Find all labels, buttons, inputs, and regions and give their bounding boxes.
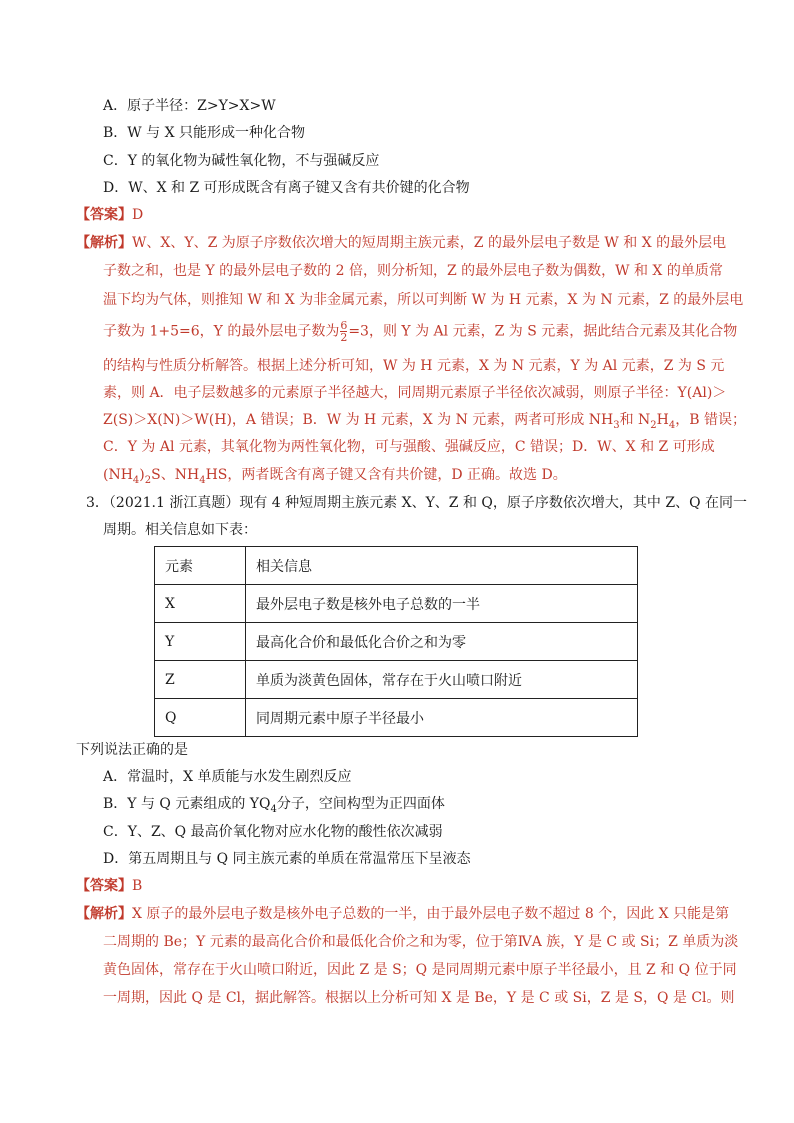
table-header-cell: 元素 [155,547,246,585]
q3-analysis-line-4: 一周期，因此 Q 是 Cl，据此解答。根据以上分析可知 X 是 Be，Y 是 C 或 Si，Z 是 S，Q 是 Cl。则 [103,990,735,1006]
table-header-cell: 相关信息 [246,547,638,585]
table-cell: X [155,585,246,623]
answer-tag: 【答案】 [76,878,132,894]
q3-answer [76,876,142,896]
table-cell: Q [155,699,246,737]
q2-analysis-line-7: Z(S)＞X(N)＞W(H)，A 错误；B．W 为 H 元素，X 为 N 元素，两者可形成 $NH_3$和 $N_2H_4$，B 错误； [103,412,746,431]
table-row [155,623,638,661]
q2-option-c: C．Y 的氧化物为碱性氧化物，不与强碱反应 [103,153,380,169]
table-row [155,699,638,737]
q2-analysis-line-6: 素，则 A．电子层数越多的元素原子半径越大，同周期元素原子半径依次减弱，则原子半径：Y(Al)＞ [103,385,727,401]
analysis-tag: 【解析】 [76,235,132,251]
q3-option-b: B．Y 与 Q 元素组成的 $YQ_4$分子，空间构型为正四面体 [103,796,445,815]
table-cell: Z [155,661,246,699]
table-cell: 最外层电子数是核外电子总数的一半 [246,585,638,623]
answer-tag: 【答案】 [76,207,132,223]
q2-analysis-line-4: 子数为 1+5=6，Y 的最外层电子数为 $\frac{6}{2}$ =3，则 Y 为 Al 元素，Z 为 S 元素，据此结合元素及其化合物 [103,319,738,344]
table-row [155,661,638,699]
q2-analysis-line-3: 温下均为气体，则推知 W 和 X 为非金属元素，所以可判断 W 为 H 元素，X 为 N 元素，Z 的最外层电 [103,292,744,308]
table-cell: 单质为淡黄色固体，常存在于火山喷口附近 [246,661,638,699]
q3-analysis-line-1: 【解析】X 原子的最外层电子数是核外电子总数的一半，由于最外层电子数不超过 8 个，因此 X 只能是第 [76,906,730,922]
q2-option-d: D．W、X 和 Z 可形成既含有离子键又含有共价键的化合物 [103,180,470,196]
element-info-table [154,546,638,737]
answer-value: D [132,207,144,223]
q2-option-b: B．W 与 X 只能形成一种化合物 [103,125,305,141]
fraction: $\frac{6}{2}$ [340,319,348,344]
table-header-row [155,547,638,585]
q3-option-a: A．常温时，X 单质能与水发生剧烈反应 [103,769,352,785]
table-row [155,585,638,623]
q2-analysis-line-2: 子数之和，也是 Y 的最外层电子数的 2 倍，则分析知，Z 的最外层电子数为偶数，W 和 X 的单质常 [103,263,723,279]
q2-option-a: A．原子半径：Z>Y>X>W [103,98,276,114]
q2-analysis-line-5: 的结构与性质分析解答。根据上述分析可知，W 为 H 元素，X 为 N 元素，Y 为 Al 元素，Z 为 S 元 [103,358,725,374]
q3-prompt: 下列说法正确的是 [76,742,188,758]
q3-stem-line-2: 周期。相关信息如下表： [103,522,257,538]
q2-answer [76,205,143,225]
q2-analysis-line-8: C．Y 为 Al 元素，其氧化物为两性氧化物，可与强酸、强碱反应，C 错误；D．W、X 和 Z 可形成 [103,439,715,455]
q3-analysis-line-2: 二周期的 Be；Y 元素的最高化合价和最低化合价之和为零，位于第ⅣA 族，Y 是 C 或 Si；Z 单质为淡 [103,934,739,950]
q3-option-d: D．第五周期且与 Q 同主族元素的单质在常温常压下呈液态 [103,851,471,867]
q2-analysis-line-1: 【解析】W、X、Y、Z 为原子序数依次增大的短周期主族元素，Z 的最外层电子数是 W 和 X 的最外层电 [76,235,727,251]
table-cell: Y [155,623,246,661]
table-cell: 同周期元素中原子半径最小 [246,699,638,737]
answer-value: B [132,878,143,894]
analysis-tag: 【解析】 [76,906,132,922]
q3-option-c: C．Y、Z、Q 最高价氧化物对应水化物的酸性依次减弱 [103,824,443,840]
q3-analysis-line-3: 黄色固体，常存在于火山喷口附近，因此 Z 是 S；Q 是同周期元素中原子半径最小，且 Z 和 Q 位于同 [103,962,737,978]
q3-stem-line-1: 3．（2021.1 浙江真题）现有 4 种短周期主族元素 X、Y、Z 和 Q，原子序数依次增大，其中 Z、Q 在同一 [86,495,748,511]
table-cell: 最高化合价和最低化合价之和为零 [246,623,638,661]
q2-analysis-line-9: $(NH_4)_2S$、$NH_4HS$，两者既含有离子键又含有共价键，D 正确。故选 D。 [103,467,567,486]
